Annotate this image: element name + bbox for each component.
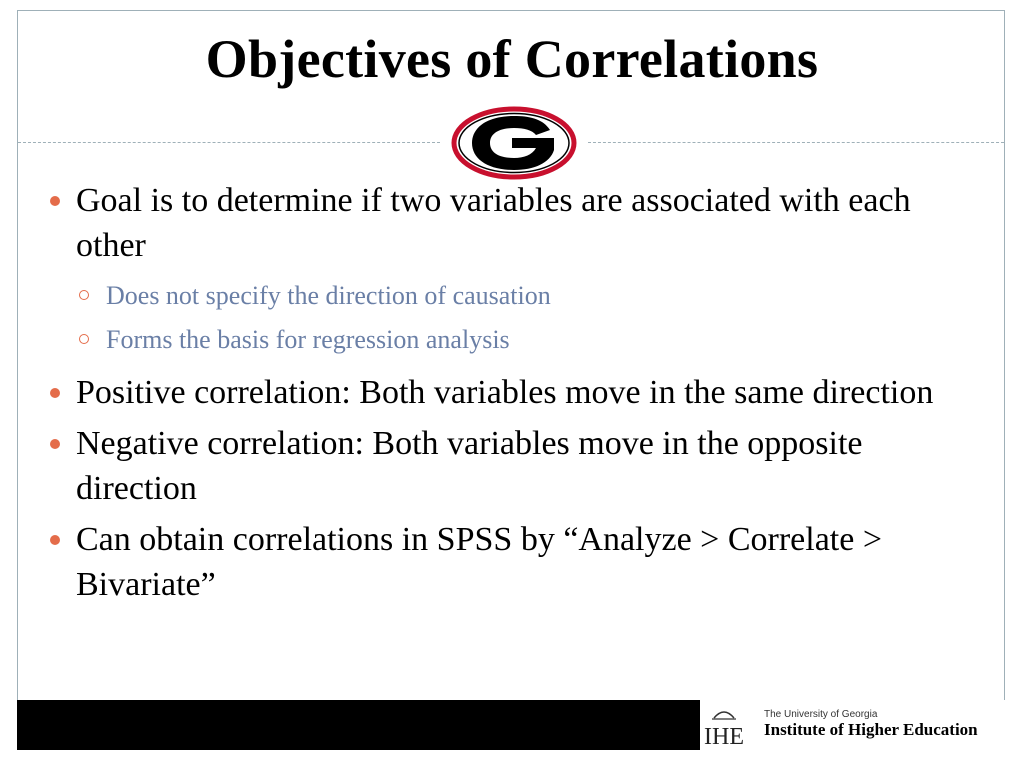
bullet-item xyxy=(50,517,980,607)
bullet-dot-icon xyxy=(50,439,60,449)
ihe-text-block xyxy=(764,710,978,740)
bullet-dot-icon xyxy=(50,388,60,398)
bullet-item xyxy=(50,370,980,415)
bullet-item xyxy=(50,178,980,268)
sub-bullet-list xyxy=(50,274,980,362)
logo-letter: G xyxy=(450,106,451,107)
sub-bullet-item xyxy=(50,274,980,318)
ihe-footer-logo xyxy=(700,700,1005,750)
georgia-g-logo xyxy=(450,106,578,180)
bullet-text: Can obtain correlations in SPSS by “Analyze > Correlate > Bivariate” xyxy=(76,521,883,603)
sub-bullet-text: Does not specify the direction of causation xyxy=(106,281,551,310)
ihe-building-icon xyxy=(700,700,762,750)
bullet-text: Negative correlation: Both variables move in the opposite direction xyxy=(76,425,863,507)
bullet-dot-icon xyxy=(50,196,60,206)
bullet-dot-icon xyxy=(50,535,60,545)
sub-bullet-ring-icon xyxy=(79,334,89,344)
title-divider-left xyxy=(18,142,440,143)
university-name: The University of Georgia xyxy=(764,709,878,720)
institute-name: Institute of Higher Education xyxy=(764,720,978,739)
bullet-text: Goal is to determine if two variables are associated with each other xyxy=(76,182,911,264)
bullet-list xyxy=(50,178,980,613)
sub-bullet-item xyxy=(50,318,980,362)
ihe-mark-text: IHE xyxy=(704,724,744,750)
sub-bullet-ring-icon xyxy=(79,290,89,300)
title-divider-right xyxy=(588,142,1004,143)
bullet-item xyxy=(50,421,980,511)
bullet-text: Positive correlation: Both variables move in the same direction xyxy=(76,374,934,411)
sub-bullet-text: Forms the basis for regression analysis xyxy=(106,325,510,354)
slide-title: Objectives of Correlations xyxy=(205,29,819,89)
